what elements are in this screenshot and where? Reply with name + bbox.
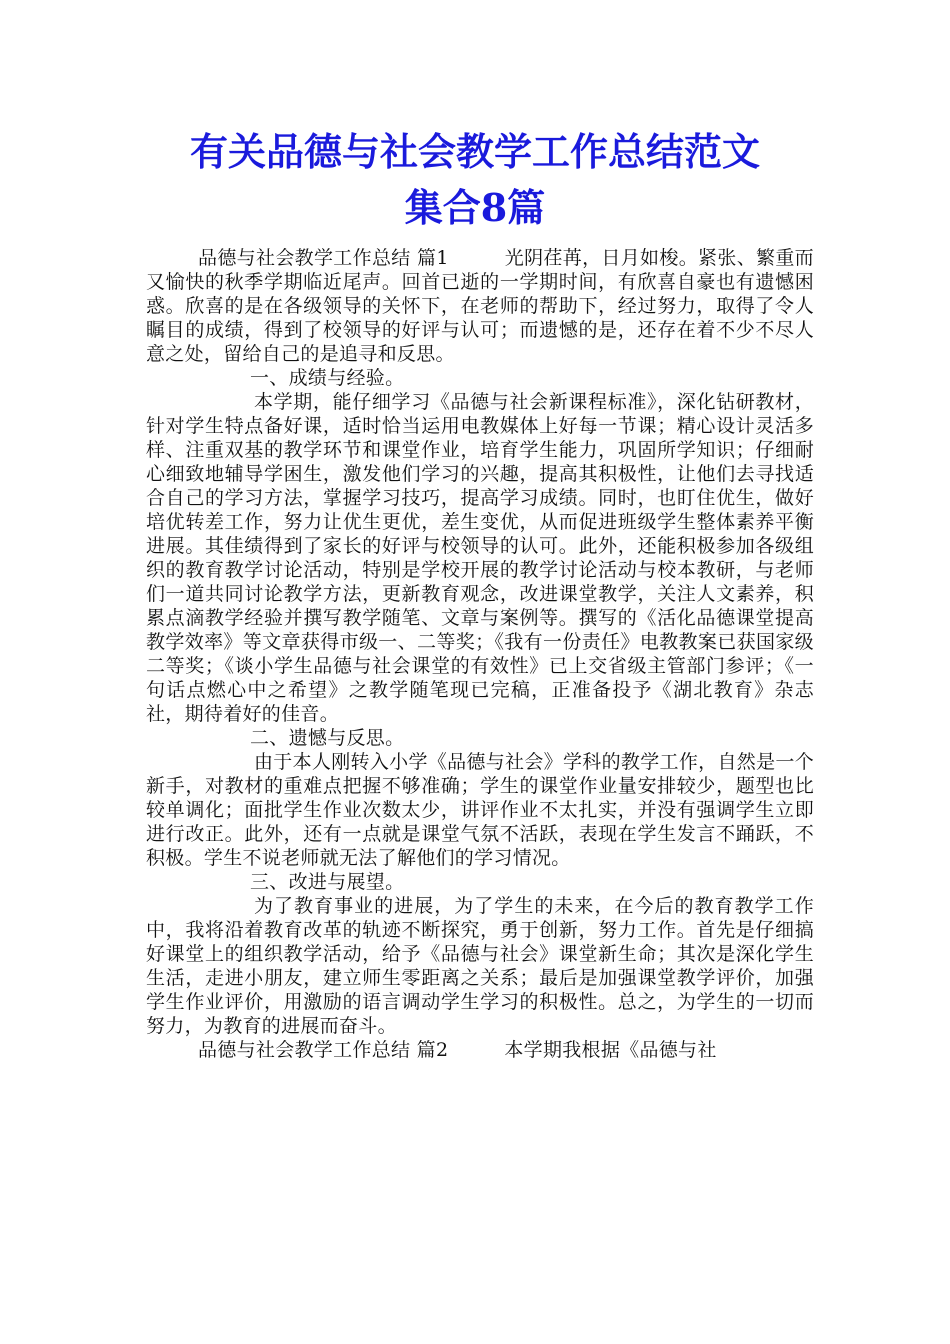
section-1-label: 品德与社会教学工作总结 篇1 [198,247,449,269]
section-1-intro-paragraph [146,246,814,366]
document-body [146,246,814,1062]
title-line-1: 有关品德与社会教学工作总结范文 [189,129,760,174]
heading-regrets: 二、遗憾与反思。 [250,727,405,749]
paragraph-regrets: 由于本人刚转入小学《品德与社会》学科的教学工作，自然是一个新手，对教材的重难点把握不够准确；学生的课堂作业量安排较少，题型也比较单调化；面批学生作业次数太少，讲评作业不太扎实，并没有强调学生立即进行改正。此外，还有一点就是课堂气氛不活跃，表现在学生发言不踊跃，不积极。学生不说老师就无法了解他们的学习情况。 [146,751,814,869]
paragraph-outlook: 为了教育事业的进展，为了学生的未来，在今后的教育教学工作中，我将沿着教育改革的轨迹不断探究，勇于创新，努力工作。首先是仔细搞好课堂上的组织教学活动，给予《品德与社会》课堂新生命；其次是深化学生生活，走进小朋友，建立师生零距离之关系；最后是加强课堂教学评价，加强学生作业评价，用激励的语言调动学生学习的积极性。总之，为学生的一切而努力，为教育的进展而奋斗。 [146,895,814,1037]
paragraph-achievements: 本学期，能仔细学习《品德与社会新课程标准》，深化钻研教材，针对学生特点备好课，适时恰当运用电教媒体上好每一节课；精心设计灵活多样、注重双基的教学环节和课堂作业，培育学生能力，巩固所学知识；仔细耐心细致地辅导学困生，激发他们学习的兴趣，提高其积极性，让他们去寻找适合自己的学习方法，掌握学习技巧，提高学习成绩。同时，也盯住优生，做好培优转差工作，努力让优生更优，差生变优，从而促进班级学生整体素养平衡进展。其佳绩得到了家长的好评与校领导的认可。此外，还能积极参加各级组织的教育教学讨论活动，特别是学校开展的教学讨论活动与校本教研，与老师们一道共同讨论教学方法，更新教育观念，改进课堂教学，关注人文素养，积累点滴教学经验并撰写教学随笔、文章与案例等。撰写的《活化品德课堂提高教学效率》等文章获得市级一、二等奖；《我有一份责任》电教教案已获国家级二等奖；《谈小学生品德与社会课堂的有效性》已上交省级主管部门参评；《一句话点燃心中之希望》之教学随笔现已完稿，正准备投予《湖北教育》杂志社，期待着好的佳音。 [146,391,814,725]
document-title [100,124,850,236]
heading-achievements: 一、成绩与经验。 [250,367,405,389]
section-2-intro-text: 本学期我根据《品德与社 [504,1039,717,1061]
section-2-label: 品德与社会教学工作总结 篇2 [198,1039,449,1061]
section-2-intro-paragraph [146,1038,814,1062]
heading-outlook: 三、改进与展望。 [250,871,405,893]
title-line-2: 集合8篇 [404,185,546,230]
section-1-intro-text: 光阴荏苒，日月如梭。紧张、繁重而又愉快的秋季学期临近尾声。回首已逝的一学期时间，有欣喜自豪也有遗憾困惑。欣喜的是在各级领导的关怀下，在老师的帮助下，经过努力，取得了令人瞩目的成绩，得到了校领导的好评与认可；而遗憾的是，还存在着不少不尽人意之处，留给自己的是追寻和反思。 [146,247,814,365]
